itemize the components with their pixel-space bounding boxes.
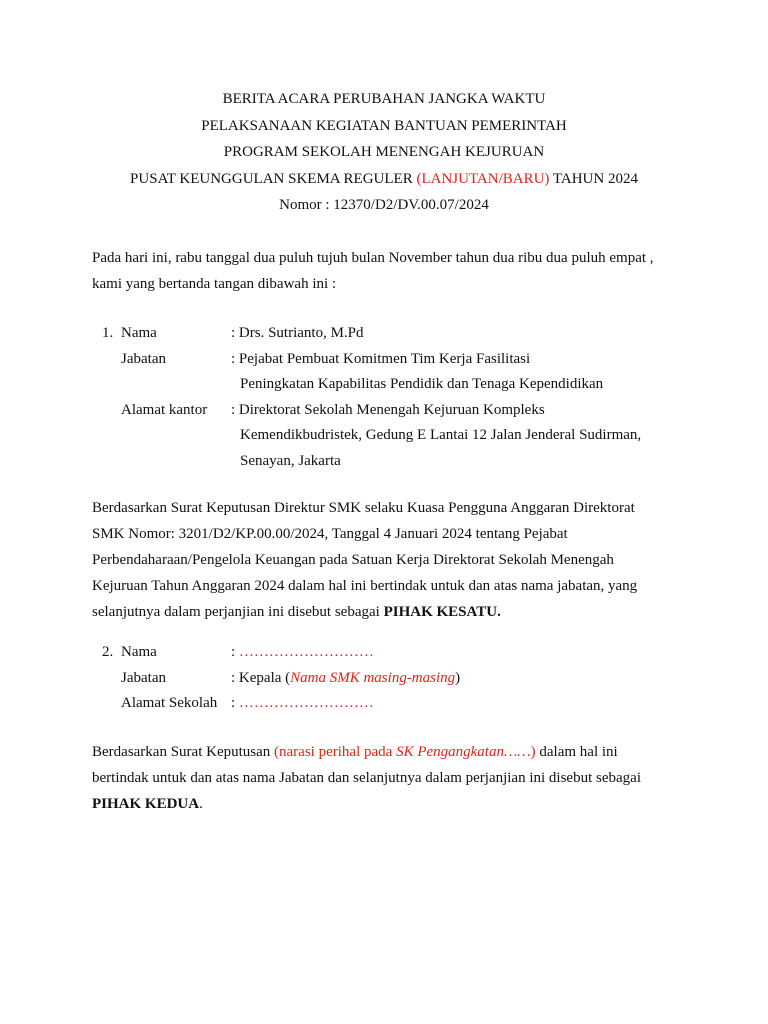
paragraph-2-line-1-text: Berdasarkan Surat Keputusan [92,744,275,760]
party-2-nama-field [231,640,374,666]
party-2-alamat-colon: : [231,695,239,711]
party-2-alamat-row [0,691,768,717]
paragraph-2-narasi-close: ) [530,744,536,760]
party-1-jabatan-value-cont: Peningkatan Kapabilitas Pendidik dan Tenaga Kependidikan [240,376,604,392]
paragraph-1-line-2: SMK Nomor: 3201/D2/KP.00.00/2024, Tanggal 4 Januari 2024 tentang Pejabat [92,526,568,542]
party-1-alamat-value-cont-2: Senayan, Jakarta [240,452,341,469]
party-2-nama-colon: : [231,644,239,660]
header-line-4-year: TAHUN 2024 [549,170,638,187]
party-2-alamat-placeholder: ……………………… [238,695,374,711]
party-2-nama-placeholder: ……………………… [238,644,374,660]
party-2-jabatan-row [0,666,768,692]
party-2-jabatan-suffix: ) [455,669,461,686]
party-2-jabatan-placeholder: Nama SMK masing-masing [290,669,456,686]
party-1-nama-row [0,321,768,347]
header-line-1: BERITA ACARA PERUBAHAN JANGKA WAKTU [222,91,546,107]
party-2-alamat-field [231,691,374,717]
party-2-nama-label: Nama [121,644,157,660]
paragraph-2-line-1-end: dalam hal ini [535,744,618,760]
party-2-list [0,640,768,717]
intro-paragraph [92,245,674,297]
party-1-alamat-row-3 [0,449,768,475]
header-line-4 [0,166,768,193]
header-line-3: PROGRAM SEKOLAH MENENGAH KEJURUAN [223,144,545,160]
header-line-2: PELAKSANAAN KEGIATAN BANTUAN PEMERINTAH [201,117,567,134]
party-2-jabatan-prefix: : Kepala ( [231,669,291,686]
intro-line-1: Pada hari ini, rabu tanggal dua puluh tujuh bulan November tahun dua ribu dua puluh empat , [92,250,654,266]
intro-line-2: kami yang bertanda tangan dibawah ini : [92,276,337,292]
party-2-nama-row [0,640,768,666]
document-number: Nomor : 12370/D2/DV.00.07/2024 [279,197,489,213]
paragraph-2-line-2: bertindak untuk dan atas nama Jabatan dan selanjutnya dalam perjanjian ini disebut sebagai [92,770,641,786]
party-2-number: 2. [102,644,114,660]
paragraph-2-narasi-open: (narasi perihal pada [274,744,397,760]
party-1-alamat-row [0,398,768,424]
header-line-4-text: PUSAT KEUNGGULAN SKEMA REGULER [130,170,417,187]
party-1-nama-label: Nama [121,325,157,341]
party-1-jabatan-row [0,347,768,373]
paragraph-pihak-kedua [92,739,674,817]
paragraph-2-period: . [199,796,203,812]
party-1-nama-value: : Drs. Sutrianto, M.Pd [231,325,364,341]
party-1-list [0,321,768,474]
party-2-jabatan-label: Jabatan [121,669,166,686]
party-1-alamat-value: : Direktorat Sekolah Menengah Kejuruan Kompleks [231,401,545,418]
document-header [0,86,768,219]
paragraph-1-line-5-text: selanjutnya dalam perjanjian ini disebut sebagai [92,604,384,620]
paragraph-1-line-1: Berdasarkan Surat Keputusan Direktur SMK selaku Kuasa Pengguna Anggaran Direktorat [92,500,635,516]
party-1-jabatan-row-2 [0,372,768,398]
party-1-alamat-label: Alamat kantor [121,401,208,418]
paragraph-1-line-5 [92,599,674,625]
party-2-jabatan-field [231,666,460,692]
party-1-alamat-row-2 [0,423,768,449]
party-1-jabatan-value: : Pejabat Pembuat Komitmen Tim Kerja Fasilitasi [231,350,531,367]
paragraph-pihak-kesatu [92,495,674,625]
party-2-alamat-label: Alamat Sekolah [121,695,218,711]
paragraph-2-sk-placeholder: SK Pengangkatan…… [396,744,531,760]
paragraph-2-line-3 [92,791,674,817]
paragraph-2-line-1 [92,739,674,765]
paragraph-1-line-3: Perbendaharaan/Pengelola Keuangan pada Satuan Kerja Direktorat Sekolah Menengah [92,552,614,568]
header-line-4-highlight: (LANJUTAN/BARU) [416,170,550,187]
party-1-alamat-value-cont: Kemendikbudristek, Gedung E Lantai 12 Jalan Jenderal Sudirman, [240,427,642,443]
party-1-number: 1. [102,325,114,341]
party-1-jabatan-label: Jabatan [121,350,166,367]
paragraph-1-line-4: Kejuruan Tahun Anggaran 2024 dalam hal ini bertindak untuk dan atas nama jabatan, yang [92,578,638,594]
pihak-kesatu-label: PIHAK KESATU. [383,604,501,620]
pihak-kedua-label: PIHAK KEDUA [92,796,200,812]
